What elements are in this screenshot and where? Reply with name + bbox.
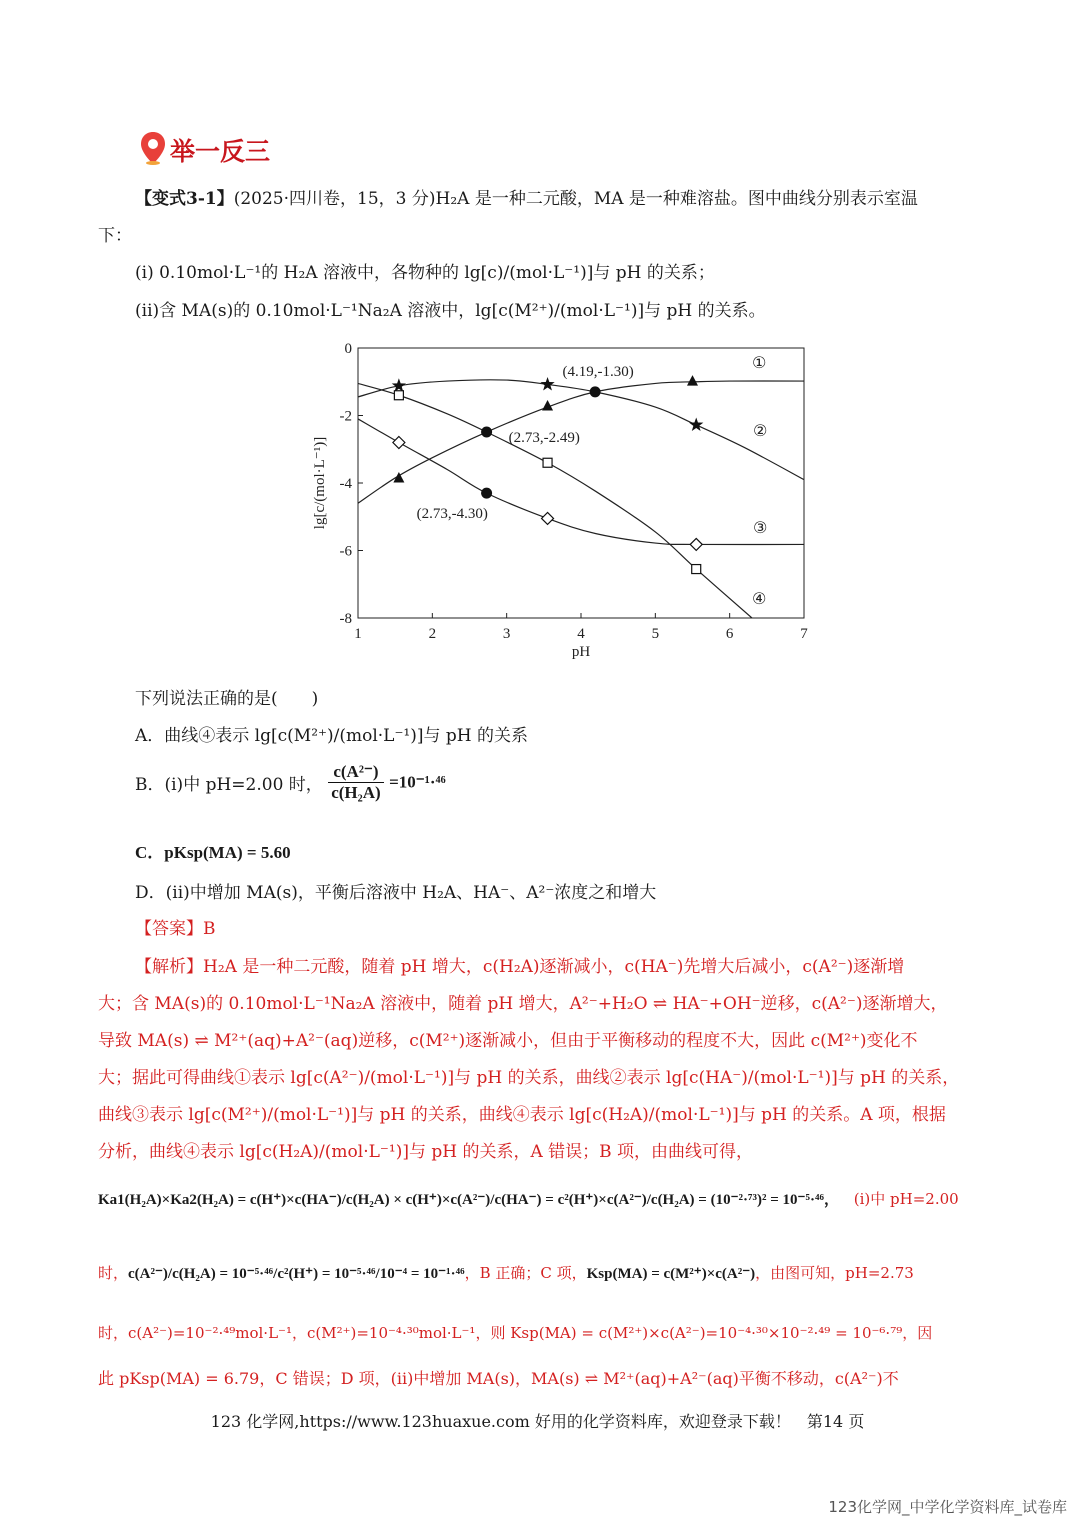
x-tick-label: 2 [428, 626, 437, 642]
analysis-line-5: 曲线③表示 lg[c(M²⁺)/(mol·L⁻¹)]与 pH 的关系，曲线④表示 lg[c(H₂A)/(mol·L⁻¹)]与 pH 的关系。A 项，根据 [98, 1105, 946, 1125]
series-line-4 [358, 383, 752, 618]
analysis-line-6: 分析，曲线④表示 lg[c(H₂A)/(mol·L⁻¹)]与 pH 的关系，A 错误；B 项，由曲线可得， [98, 1142, 754, 1162]
answer-label: 【答案】B [135, 919, 216, 939]
plot-frame [358, 348, 804, 618]
x-tick-label: 4 [577, 626, 585, 642]
annotation-dot [481, 488, 492, 499]
option-b-numerator: c(A²⁻) [328, 762, 383, 783]
diamond-marker [690, 538, 702, 550]
series-label: ③ [753, 518, 768, 537]
analysis-line-10: 此 pKsp(MA) = 6.79，C 错误；D 项，(ii)中增加 MA(s)，MA(s) ⇌ M²⁺(aq)+A²⁻(aq)平衡不移动，c(A²⁻)不 [98, 1369, 899, 1388]
line-8-post: ，由图可知，pH=2.73 [755, 1264, 914, 1282]
watermark: 123化学网_中学化学资料库_试卷库 [828, 1498, 1067, 1516]
x-tick-label: 1 [354, 626, 362, 642]
annotation-label: (2.73,-2.49) [508, 430, 580, 447]
y-tick-label: -8 [339, 611, 352, 627]
option-b-denominator: c(H₂A) [331, 783, 381, 802]
analysis-line-8 [98, 1262, 914, 1283]
option-b[interactable] [135, 762, 446, 803]
question-intro-2: 下： [98, 226, 132, 246]
analysis-line-4: 大；据此可得曲线①表示 lg[c(A²⁻)/(mol·L⁻¹)]与 pH 的关系，曲线②表示 lg[c(HA⁻)/(mol·L⁻¹)]与 pH 的关系， [98, 1068, 960, 1088]
series-line-2 [358, 380, 804, 480]
section-title: 举一反三 [170, 137, 271, 166]
question-source: (2025·四川卷，15，3 分) [233, 189, 436, 209]
square-marker [692, 565, 701, 574]
annotation-dot [481, 427, 492, 438]
analysis-line-2: 大；含 MA(s)的 0.10mol·L⁻¹Na₂A 溶液中，随着 pH 增大，A²⁻+H₂O ⇌ HA⁻+OH⁻逆移，c(A²⁻)逐渐增大， [98, 994, 948, 1014]
line-8-prefix: 时， [98, 1264, 129, 1282]
analysis-line-3: 导致 MA(s) ⇌ M²⁺(aq)+A²⁻(aq)逆移，c(M²⁺)逐渐减小，但由于平衡移动的程度不大，因此 c(M²⁺)变化不 [98, 1031, 918, 1051]
analysis-line-9: 时，c(A²⁻)=10⁻²·⁴⁹mol·L⁻¹，c(M²⁺)=10⁻⁴·³⁰mol·L⁻¹，则 Ksp(MA) = c(M²⁺)×c(A²⁻)=10⁻⁴·³⁰×10⁻²·⁴⁹ = 10⁻⁶·⁷⁹，因 [98, 1324, 933, 1342]
y-tick-label: -4 [339, 476, 352, 492]
annotation-label: (2.73,-4.30) [416, 506, 488, 523]
option-a[interactable]: A．曲线④表示 lg[c(M²⁺)/(mol·L⁻¹)]与 pH 的关系 [135, 726, 529, 746]
diamond-marker [542, 512, 554, 524]
question-intro [135, 184, 918, 209]
y-tick-label: -2 [339, 408, 352, 425]
option-b-fraction [328, 762, 383, 803]
equation-1-tail: (i)中 pH=2.00 [853, 1190, 959, 1208]
x-tick-label: 6 [725, 626, 734, 642]
series-label: ② [753, 421, 768, 440]
question-prompt: 下列说法正确的是( ) [135, 689, 319, 709]
star-marker [392, 378, 406, 392]
equation-ksp: Ksp(MA) = c(M²⁺)×c(A²⁻) [586, 1266, 756, 1282]
diamond-marker [393, 437, 405, 449]
x-tick-label: 3 [502, 626, 511, 642]
equation-ratio: c(A²⁻)/c(H₂A) = 10⁻⁵·⁴⁶/c²(H⁺) = 10⁻⁵·⁴⁶/10⁻⁴ = 10⁻¹·⁴⁶ [128, 1266, 465, 1282]
square-marker [543, 458, 552, 467]
star-marker [689, 417, 703, 431]
square-marker [394, 391, 403, 400]
option-c[interactable] [135, 838, 291, 863]
analysis-line-1: 【解析】H₂A 是一种二元酸，随着 pH 增大，c(H₂A)逐渐减小，c(HA⁻)先增大后减小，c(A²⁻)逐渐增 [135, 957, 905, 977]
option-b-value: =10⁻¹·⁴⁶ [389, 772, 446, 792]
analysis-equation-1 [98, 1188, 959, 1209]
question-intro-text: H₂A 是一种二元酸，MA 是一种难溶盐。图中曲线分别表示室温 [435, 189, 918, 209]
x-axis-label: pH [571, 644, 591, 660]
chart [300, 335, 820, 670]
option-d[interactable]: D．(ii)中增加 MA(s)，平衡后溶液中 H₂A、HA⁻、A²⁻浓度之和增大 [135, 883, 657, 903]
location-pin-icon [140, 131, 166, 165]
question-item-i: (i) 0.10mol·L⁻¹的 H₂A 溶液中，各物种的 lg[c)/(mol·L⁻¹)]与 pH 的关系； [135, 263, 715, 283]
option-b-text: B．(i)中 pH=2.00 时， [135, 775, 323, 795]
y-axis-label: lg[c/(mol·L⁻¹)] [312, 436, 328, 530]
triangle-marker [687, 375, 698, 386]
x-tick-label: 7 [800, 626, 808, 642]
x-tick-label: 5 [651, 626, 660, 642]
equation-ka-product: Ka1(H₂A)×Ka2(H₂A) = c(H⁺)×c(HA⁻)/c(H₂A) × c(H⁺)×c(A²⁻)/c(HA⁻) = c²(H⁺)×c(A²⁻)/c(H₂A) = (10⁻²·⁷³)² = 10⁻⁵·⁴⁶， [98, 1192, 839, 1208]
option-c-text: C．pKsp(MA) = 5.60 [135, 843, 291, 862]
annotation-label: (4.19,-1.30) [562, 363, 634, 380]
question-tag: 【变式3-1】 [135, 189, 234, 209]
line-8-mid: ，B 正确；C 项， [464, 1264, 587, 1282]
y-tick-label: 0 [344, 341, 352, 357]
star-marker [540, 377, 554, 391]
series-line-1 [358, 381, 804, 503]
series-label: ① [752, 353, 767, 372]
page-footer: 123 化学网,https://www.123huaxue.com 好用的化学资料库，欢迎登录下载！ 第14 页 [210, 1412, 865, 1431]
annotation-dot [590, 386, 601, 397]
question-item-ii: (ii)含 MA(s)的 0.10mol·L⁻¹Na₂A 溶液中，lg[c(M²⁺)/(mol·L⁻¹)]与 pH 的关系。 [135, 301, 766, 321]
y-tick-label: -6 [339, 543, 352, 560]
series-label: ④ [752, 589, 767, 608]
